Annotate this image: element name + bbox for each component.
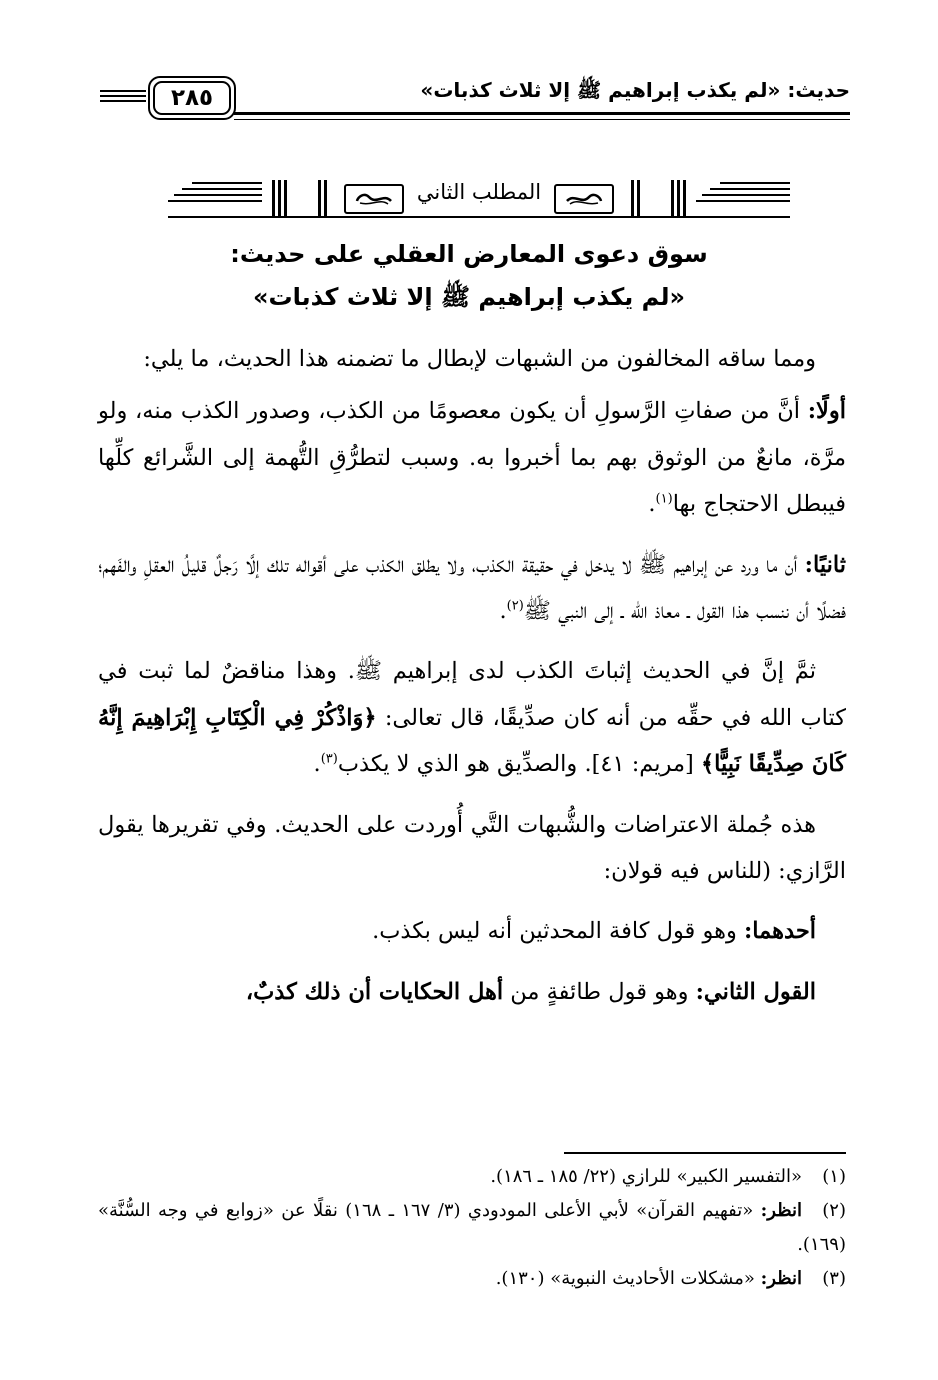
body-text xyxy=(98,336,846,1029)
lead-first: أولًا: xyxy=(807,398,846,425)
footnote-prefix: انظر: xyxy=(760,1200,802,1221)
footnote-number: (٣) xyxy=(822,1268,846,1289)
footnote-text: «مشكلات الأحاديث النبوية» (١٣٠). xyxy=(495,1268,755,1289)
section-heading xyxy=(168,178,790,222)
footnote-2 xyxy=(98,1194,846,1262)
left-ornament-bars xyxy=(272,180,288,216)
section-label: المطلب الثاني xyxy=(416,180,542,204)
section-base-line xyxy=(168,216,790,218)
footnote-number: (٢) xyxy=(822,1200,846,1221)
lead-second-view: القول الثاني: xyxy=(695,978,816,1005)
page-number: ٢٨٥ xyxy=(170,85,214,111)
paragraph-text: [مريم: ٤١]. والصدِّيق هو الذي لا يكذب xyxy=(337,751,694,778)
paragraph-third-objection: ثمَّ إنَّ في الحديث إثباتَ الكذب لدى إبراهيم ﷺ. وهذا مناقضٌ لما ثبت في كتاب الله في حقِّه من أنه كان صدِّيقًا، قال تعالى: ﴿وَاذْكُرْ فِي الْكِتَابِ إِبْرَاهِيمَ إِنَّهُ كَانَ صِدِّيقًا نَبِيًّا﴾ [مريم: ٤١]. والصدِّيق هو الذي لا يكذب$^{(٣)}$. xyxy=(98,658,846,778)
left-ornament-lines xyxy=(168,182,262,212)
paragraph-text: أن ما ورد عن إبراهيم ﷺ لا يدخل في حقيقة الكذب، ولا يطلق الكذب على أقواله تلك إلَّا رَجلٌ قليلُ العقلِ والفَهم؛ فضلًا أن ننسب هذا القول ـ معاذ الله ـ إلى النبي ﷺ xyxy=(98,551,846,625)
footnotes xyxy=(98,1160,846,1296)
footnote-ref-1: (١) xyxy=(655,491,673,507)
paragraph-first-view xyxy=(98,908,846,954)
running-header xyxy=(100,72,850,132)
footnote-text: «التفسير الكبير» للرازي (٢٢/ ١٨٥ ـ ١٨٦). xyxy=(490,1166,802,1187)
right-ornament-bar xyxy=(624,180,640,216)
paragraph-first-objection: أولًا: أنَّ من صفاتِ الرَّسولِ أن يكون معصومًا من الكذب، وصدور الكذب منه، ولو مرَّة، مانعٌ من الوثوق بهم بما أخبروا به. وسبب لتطرُّقِ التُّهمة إلى الشَّرائع كلِّها فيبطل الاحتجاج بها$^{(١)}$. xyxy=(98,398,846,518)
paragraph-summary: هذه جُملة الاعتراضات والشُّبهات التَّي أُوردت على الحديث. وفي تقريرها يقول الرَّازي: (للناس فيه قولان: xyxy=(98,811,846,885)
paragraph-text: ثمَّ إنَّ في الحديث إثباتَ الكذب لدى إبراهيم ﷺ. وهذا مناقضٌ لما ثبت في كتاب الله في حقِّه من أنه كان صدِّيقًا، قال تعالى: xyxy=(98,658,846,731)
footnote-prefix: انظر: xyxy=(760,1268,802,1289)
page-number-frame xyxy=(148,76,236,120)
header-title: حديث: «لم يكذب إبراهيم ﷺ إلا ثلاث كذبات» xyxy=(420,78,850,102)
quran-verse: ﴿وَاذْكُرْ فِي الْكِتَابِ إِبْرَاهِيمَ إِنَّهُ كَانَ صِدِّيقًا نَبِيًّا﴾ xyxy=(98,704,846,778)
left-scroll-ornament xyxy=(344,184,404,214)
paragraph-text: أنَّ من صفاتِ الرَّسولِ أن يكون معصومًا من الكذب، وصدور الكذب منه، ولو مرَّة، مانعٌ من الوثوق بهم بما أخبروا به. وسبب لتطرُّقِ التُّهمة إلى الشَّرائع كلِّها فيبطل الاحتجاج بها xyxy=(98,398,846,518)
header-ornament-lines xyxy=(100,90,146,104)
paragraph-text: وهو قول طائفةٍ من xyxy=(510,978,689,1005)
paragraph-text: وهو قول كافة المحدثين أنه ليس بكذب. xyxy=(372,918,737,945)
footnote-3 xyxy=(98,1262,846,1296)
right-ornament-lines xyxy=(696,182,790,212)
left-ornament-bar xyxy=(318,180,334,216)
footnote-ref-3: (٣) xyxy=(320,751,338,767)
footnote-1 xyxy=(98,1160,846,1194)
paragraph-second-view xyxy=(98,969,846,1015)
paragraph-second-objection: ثانيًا: أن ما ورد عن إبراهيم ﷺ لا يدخل في حقيقة الكذب، ولا يطلق الكذب على أقواله تلك إلَّا رَجلٌ قليلُ العقلِ والفَهم؛ فضلًا أن ننسب هذا القول ـ معاذ الله ـ إلى النبي ﷺ$^{(٢)}$. xyxy=(98,551,847,625)
footnote-ref-2: (٢) xyxy=(506,598,524,614)
right-ornament-bars xyxy=(670,180,686,216)
footnote-text: «تفهيم القرآن» لأبي الأعلى المودودي (٣/ ١٦٧ ـ ١٦٨) نقلًا عن «زوابع في وجه السُّنَّة» (١٦٩). xyxy=(98,1200,846,1255)
paragraph-bold-text: أهل الحكايات أن ذلك كذبٌ، xyxy=(245,978,504,1005)
section-title-line-1: سوق دعوى المعارض العقلي على حديث: xyxy=(230,240,708,268)
paragraph-intro: ومما ساقه المخالفون من الشبهات لإبطال ما تضمنه هذا الحديث، ما يلي: xyxy=(143,346,816,372)
footnote-number: (١) xyxy=(822,1166,846,1187)
lead-second: ثانيًا: xyxy=(804,551,847,578)
footnote-separator xyxy=(564,1152,846,1154)
section-title-line-2: «لم يكذب إبراهيم ﷺ إلا ثلاث كذبات» xyxy=(253,283,685,311)
lead-first-view: أحدهما: xyxy=(743,918,816,945)
header-rule xyxy=(234,112,850,121)
